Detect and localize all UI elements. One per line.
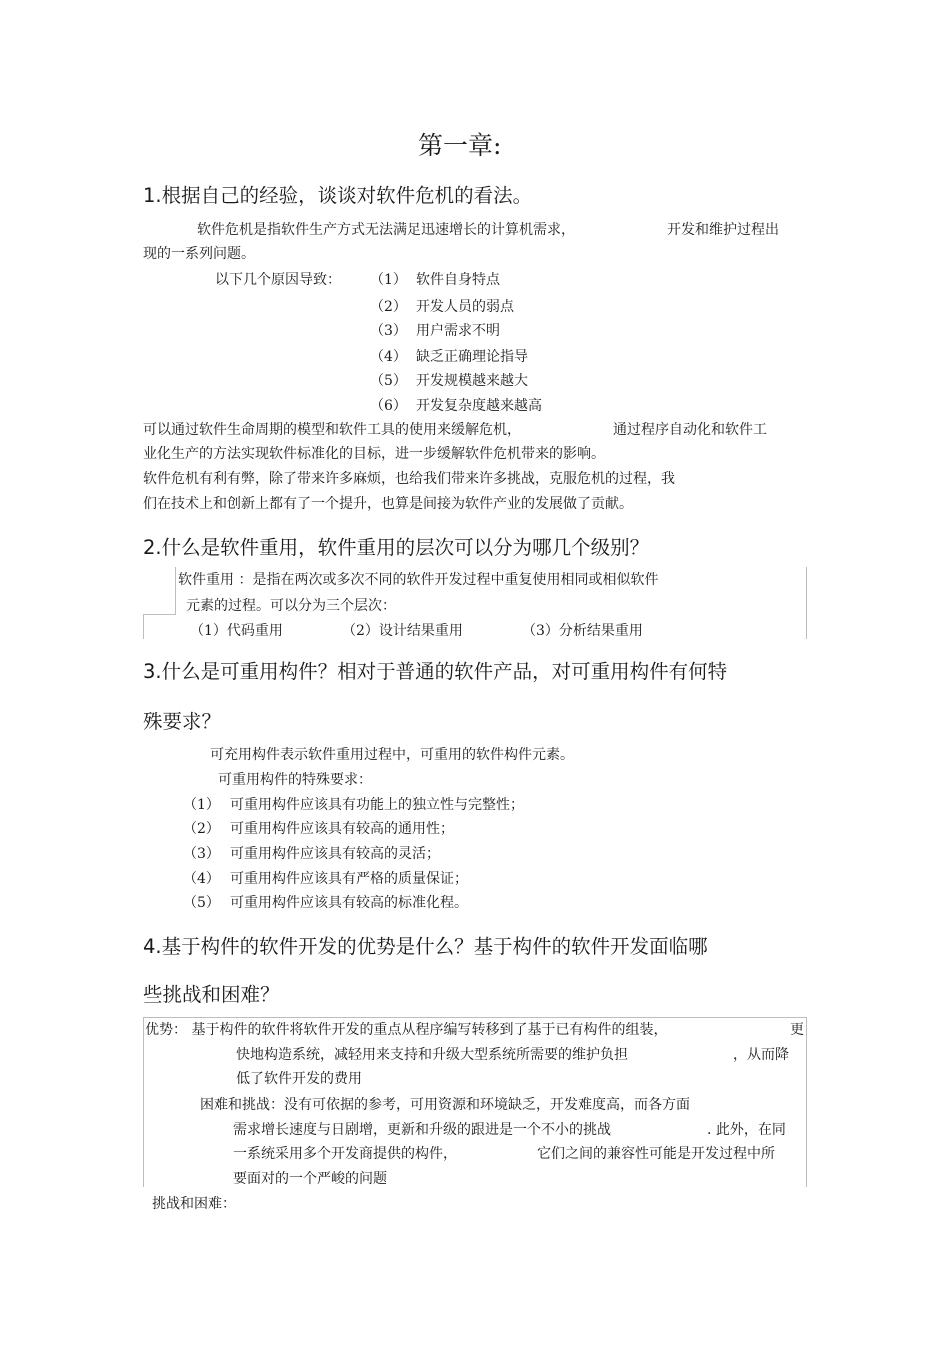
box-border	[143, 1017, 144, 1187]
box-border	[143, 614, 144, 639]
cause-number: （1）	[370, 272, 407, 288]
q4-advantage-line-2: 快地构造系统，减轻用来支持和升级大型系统所需要的维护负担	[236, 1047, 628, 1063]
q2-answer-line-2: 元素的过程。可以分为三个层次：	[186, 598, 396, 614]
cause-number: （2）	[370, 299, 407, 315]
question-1-heading: 1.根据自己的经验，谈谈对软件危机的看法。	[143, 184, 533, 207]
q4-advantage-line-3: 低了软件开发的费用	[236, 1071, 362, 1087]
q4-difficulty-line-3: 一系统采用多个开发商提供的构件，	[233, 1146, 457, 1162]
q2-answer-line-1: 软件重用 ：是指在两次或多次不同的软件开发过程中重复使用相同或相似软件	[178, 572, 659, 588]
q4-difficulty-line-2: 需求增长速度与日剧增，更新和升级的跟进是一个不小的挑战	[233, 1122, 611, 1138]
q1-paragraph-1-a: 软件危机是指软件生产方式无法满足迅速增长的计算机需求，	[197, 222, 575, 238]
q4-advantage-line-2-end: ，从而降	[733, 1047, 789, 1063]
q1-paragraph-3-b: 们在技术上和创新上都有了一个提升，也算是间接为软件产业的发展做了贡献。	[143, 496, 633, 512]
cause-text: 缺乏正确理论指导	[416, 349, 528, 365]
requirement-number: （1）	[183, 797, 220, 813]
question-4-heading-line-2: 些挑战和困难？	[143, 983, 280, 1006]
q4-difficulty-line-3-end: 它们之间的兼容性可能是开发过程中所	[537, 1146, 775, 1162]
cause-text: 开发复杂度越来越高	[416, 398, 542, 414]
question-2-heading: 2.什么是软件重用，软件重用的层次可以分为哪几个级别？	[143, 536, 650, 559]
q3-requirements-lead: 可重用构件的特殊要求：	[218, 772, 372, 788]
requirement-number: （2）	[183, 821, 220, 837]
q4-advantage-line-1: 优势： 基于构件的软件将软件开发的重点从程序编写转移到了基于已有构件的组装，	[145, 1022, 668, 1038]
requirement-text: 可重用构件应该具有较高的标准化程。	[230, 895, 468, 911]
q4-difficulty-line-2-end: . 此外，在同	[707, 1122, 786, 1138]
cause-number: （4）	[370, 349, 407, 365]
cause-number: （6）	[370, 398, 407, 414]
cause-text: 软件自身特点	[416, 272, 500, 288]
q1-paragraph-1-c: 现的一系列问题。	[143, 246, 255, 262]
q1-paragraph-1-b: 开发和维护过程出	[667, 222, 779, 238]
cause-number: （3）	[370, 323, 407, 339]
q4-advantage-line-1-end: 更	[790, 1022, 804, 1038]
box-border	[143, 1017, 807, 1018]
q1-paragraph-2-a: 可以通过软件生命周期的模型和软件工具的使用来缓解危机，	[143, 422, 521, 438]
q1-causes-lead: 以下几个原因导致：	[215, 272, 341, 288]
question-4-heading-line-1: 4.基于构件的软件开发的优势是什么？基于构件的软件开发面临哪	[143, 935, 708, 958]
box-border	[806, 1017, 807, 1187]
q1-paragraph-3-a: 软件危机有利有弊，除了带来许多麻烦，也给我们带来许多挑战，克服危机的过程，我	[143, 471, 675, 487]
cause-text: 开发规模越来越大	[416, 373, 528, 389]
requirement-number: （5）	[183, 895, 220, 911]
requirement-number: （3）	[183, 846, 220, 862]
q3-definition: 可充用构件表示软件重用过程中，可重用的软件构件元素。	[210, 747, 574, 763]
cause-text: 开发人员的弱点	[416, 299, 514, 315]
question-3-heading-line-2: 殊要求？	[143, 710, 222, 733]
question-3-heading-line-1: 3.什么是可重用构件？相对于普通的软件产品，对可重用构件有何特	[143, 660, 728, 683]
box-border	[806, 567, 807, 639]
q2-level-2: （2）设计结果重用	[342, 623, 463, 639]
cause-number: （5）	[370, 373, 407, 389]
requirement-text: 可重用构件应该具有功能上的独立性与完整性；	[230, 797, 524, 813]
cause-text: 用户需求不明	[416, 323, 500, 339]
requirement-text: 可重用构件应该具有较高的灵活；	[230, 846, 440, 862]
chapter-title: 第一章:	[418, 131, 502, 160]
q4-challenges-label: 挑战和困难：	[152, 1196, 236, 1212]
requirement-text: 可重用构件应该具有较高的通用性；	[230, 821, 454, 837]
q1-paragraph-2-c: 业化生产的方法实现软件标准化的目标，进一步缓解软件危机带来的影响。	[143, 446, 605, 462]
q1-paragraph-2-b: 通过程序自动化和软件工	[613, 422, 767, 438]
box-border	[175, 567, 176, 615]
q2-level-3: （3）分析结果重用	[522, 623, 643, 639]
box-border	[143, 614, 176, 615]
q4-difficulty-line-1: 困难和挑战：没有可依据的参考，可用资源和环境缺乏，开发难度高，而各方面	[200, 1097, 690, 1113]
q4-difficulty-line-4: 要面对的一个严峻的问题	[233, 1171, 387, 1187]
requirement-text: 可重用构件应该具有严格的质量保证；	[230, 871, 468, 887]
requirement-number: （4）	[183, 871, 220, 887]
q2-level-1: （1）代码重用	[190, 623, 283, 639]
